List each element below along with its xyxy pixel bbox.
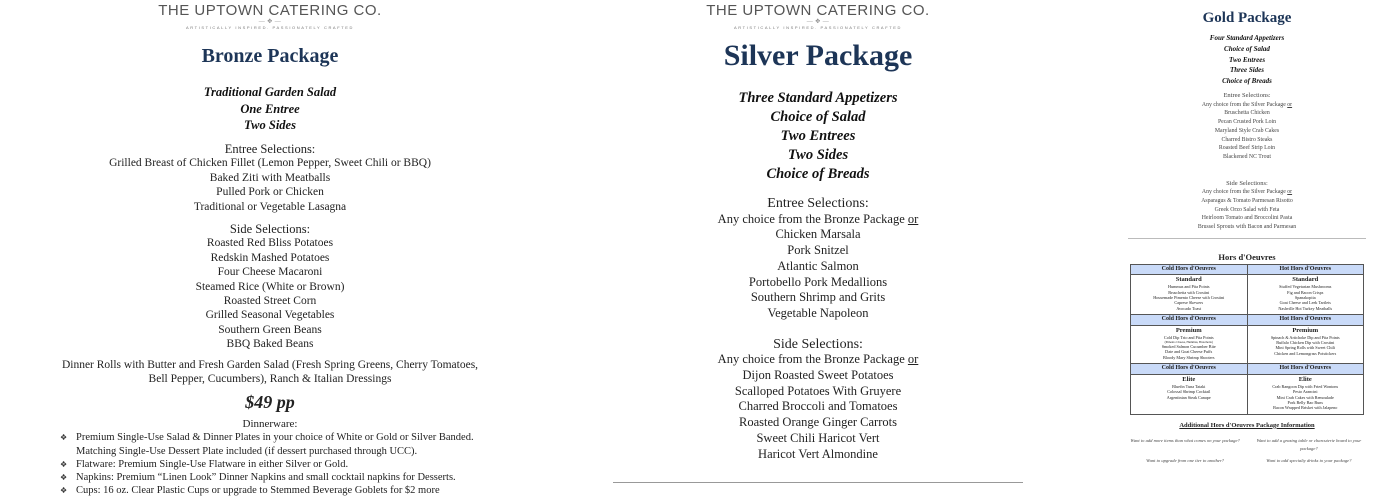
entree-selections: Entree Selections: Any choice from the Silver Package or Bruschetta Chicken Pecan Crusted Pork Loin Maryland Style Crab Cakes Charred Bistro Steaks Roasted Beef Strip Loin Blackened NC Trout [1201,91,1293,160]
gold-package-page: Gold Package Four Standard Appetizers Choice of Salad Two Entrees Three Sides Choice of Breads Entree Selections: Any choice from the Silver Package or Bruschetta Chicken Pecan Crusted Pork Loin Maryland Style Crab Cakes Charred Bistro Steaks Roasted Beef Strip Loin Blackened NC Trout Side Selections: Any choice from the Silver Package or Asparagus & Tomato Parmesan Risotto Greek Orzo Salad with Feta Heirloom Tomato and Broccolini Pasta Brussel Sprouts with Bacon and Parmesan Hors d'Oeuvres Cold Hors d'Oeuvres Hot Hors d'Oeuvres Standard Hummus and Pita Points Bruschetta with Crostini Housemade Pimento Cheese with Crostini Caprese Skewers Avocado Toast Standard Stuffed Vegetarian Mushrooms Fig and Bacon Crisps Spanakopita Goat Cheese and Leek Tartlets Nashville Hot Turkey Meatballs Cold Hors d'Oeuvres Hot Hors d'Oeuvres Premium Cold Dip Trio and Pita Points (Pimento Cheese, Hummus, Bruschetta) Smoked Salmon Cucumber Bite Date and Goat Cheese Puffs Bloody Mary Shrimp Shooters Premium Spinach & Artichoke Dip and Pita Points Buffalo Chicken Dip with Crostini Mini Spring Rolls with Sweet Chili Chicken and Lemongrass Potstickers Cold Hors d'Oeuvres Hot Hors d'Oeuvres Elite Bluefin Tuna Tataki Colossal Shrimp Cocktail Argentinian Steak Canape Elite Crab Rangoon Dip with Fried Wontons Pesto Arancini Mini Crab Cakes with Remoulade Pork Belly Bao Buns Bacon Wrapped Brisket with Jalapeno Additional Hors d'Oeuvres Package Information Want to add more items than what comes on your package? Want to add a grazing table or charcuterie board to your package? Want to upgrade from one tier to another? Want to add specialty drinks to your package? [1128,0,1366,465]
additional-info-title: Additional Hors d'Oeuvres Package Information [1179,421,1315,429]
dinnerware-list: ❖ Premium Single-Use Salad & Dinner Plates in your choice of White or Gold or Silver Banded. Matching Single-Use Dessert Plate included (if dessert purchased through UCC). ❖ Flatware: Premium Single-Use Flatware in either Silver or Gold. ❖ Napkins: Premium “Linen Look” Dinner Napkins and small cocktail napkins for Desserts. ❖ Cups: 16 oz. Clear Plastic Cups or upgrade to Stemmed Beverage Goblets for $2 more [40,431,500,497]
includes: Three Standard Appetizers Choice of Salad Two Entrees Two Sides Choice of Breads [738,90,898,182]
hors-doeuvres-table: Cold Hors d'Oeuvres Hot Hors d'Oeuvres Standard Hummus and Pita Points Bruschetta with Crostini Housemade Pimento Cheese with Crostini Caprese Skewers Avocado Toast Standard Stuffed Vegetarian Mushrooms Fig and Bacon Crisps Spanakopita Goat Cheese and Leek Tartlets Nashville Hot Turkey Meatballs Cold Hors d'Oeuvres Hot Hors d'Oeuvres Premium Cold Dip Trio and Pita Points (Pimento Cheese, Hummus, Bruschetta) Smoked Salmon Cucumber Bite Date and Goat Cheese Puffs Bloody Mary Shrimp Shooters Premium Spinach & Artichoke Dip and Pita Points Buffalo Chicken Dip with Crostini Mini Spring Rolls with Sweet Chili Chicken and Lemongrass Potstickers Cold Hors d'Oeuvres Hot Hors d'Oeuvres Elite Bluefin Tuna Tataki Colossal Shrimp Cocktail Argentinian Steak Canape Elite Crab Rangoon Dip with Fried Wontons Pesto Arancini Mini Crab Cakes with Remoulade Pork Belly Bao Buns Bacon Wrapped Brisket with Jalapeno [1130,264,1364,415]
dinner-rolls-note: Dinner Rolls with Butter and Fresh Garden Salad (Fresh Spring Greens, Cherry Tomatoes, Bell Pepper, Cucumbers), Ranch & Italian Dressings [61,358,479,385]
side-selections: Side Selections: Any choice from the Bronze Package or Dijon Roasted Sweet Potatoes Scalloped Potatoes With Gruyere Charred Broccoli and Tomatoes Roasted Orange Ginger Carrots Sweet Chili Haricot Vert Haricot Vert Almondine [717,336,919,461]
page-title: Silver Package [723,39,913,72]
table-row: Premium Cold Dip Trio and Pita Points (Pimento Cheese, Hummus, Bruschetta) Smoked Salmon Cucumber Bite Date and Goat Cheese Puffs Bloody Mary Shrimp Shooters Premium Spinach & Artichoke Dip and Pita Points Buffalo Chicken Dip with Crostini Mini Spring Rolls with Sweet Chili Chicken and Lemongrass Potstickers [1131,325,1364,364]
divider [1128,238,1366,239]
questions: Want to add more items than what comes on your package? Want to add a grazing table or charcuterie board to your package? [1130,437,1362,451]
includes: Four Standard Appetizers Choice of Salad Two Entrees Three Sides Choice of Breads [1209,34,1285,86]
table-row: Standard Hummus and Pita Points Bruschetta with Crostini Housemade Pimento Cheese with Crostini Caprese Skewers Avocado Toast Standard Stuffed Vegetarian Mushrooms Fig and Bacon Crisps Spanakopita Goat Cheese and Leek Tartlets Nashville Hot Turkey Meatballs [1131,275,1364,315]
bronze-package-page [40,0,500,498]
hors-title: Hors d'Oeuvres [1218,251,1276,262]
includes: Traditional Garden Salad One Entree Two Sides [203,85,337,132]
dinnerware-heading: Dinnerware: [242,418,298,431]
entree-selections: Entree Selections: Any choice from the Bronze Package or Chicken Marsala Pork Snitzel Atlantic Salmon Portobello Pork Medallions Southern Shrimp and Grits Vegetable Napoleon [717,196,919,320]
entree-selections: Entree Selections: Grilled Breast of Chicken Fillet (Lemon Pepper, Sweet Chili or BBQ) Baked Ziti with Meatballs Pulled Pork or Chicken Traditional or Vegetable Lasagna [109,141,431,213]
ornament-icon: — ✥ — [258,19,282,25]
side-selections: Side Selections: Any choice from the Silver Package or Asparagus & Tomato Parmesan Risotto Greek Orzo Salad with Feta Heirloom Tomato and Broccolini Pasta Brussel Sprouts with Bacon and Parmesan [1197,179,1297,231]
table-row: Elite Bluefin Tuna Tataki Colossal Shrimp Cocktail Argentinian Steak Canape Elite Crab Rangoon Dip with Fried Wontons Pesto Arancini Mini Crab Cakes with Remoulade Pork Belly Bao Buns Bacon Wrapped Brisket with Jalapeno [1131,374,1364,414]
page-title: Gold Package [1202,10,1292,26]
logo: THE UPTOWN CATERING CO. — ✥ — ARTISTICALLY INSPIRED. PASSIONATELY CRAFTED [610,2,1026,30]
price: $49 pp [245,392,295,413]
page-title: Bronze Package [201,45,339,67]
ornament-icon: — ✥ — [806,19,830,25]
logo: THE UPTOWN CATERING CO. — ✥ — ARTISTICALLY INSPIRED. PASSIONATELY CRAFTED [40,2,500,30]
side-selections: Side Selections: Roasted Red Bliss Potatoes Redskin Mashed Potatoes Four Cheese Macaroni Steamed Rice (White or Brown) Roasted Street Corn Grilled Seasonal Vegetables Southern Green Beans BBQ Baked Beans [195,222,345,351]
silver-package-page [610,0,1026,462]
divider [613,482,1023,483]
